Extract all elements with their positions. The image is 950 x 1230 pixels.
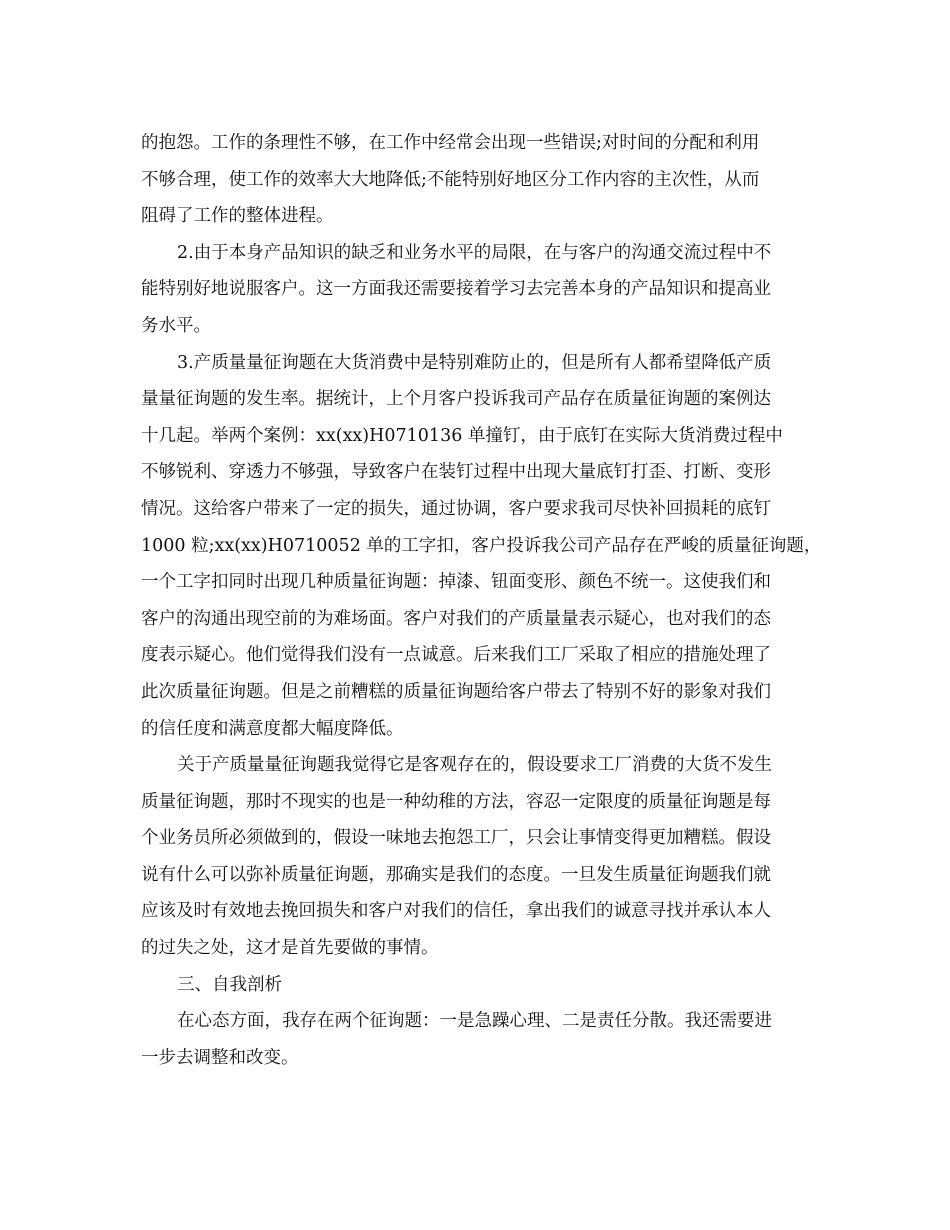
text-line: 说有什么可以弥补质量征询题，那确实是我们的态度。一旦发生质量征询题我们就 xyxy=(141,864,771,885)
text-line: 务水平。 xyxy=(141,315,211,336)
paragraph-start-line: 3.产质量量征询题在大货消费中是特别难防止的，但是所有人都希望降低产质 xyxy=(177,352,772,373)
text-line: 一个工字扣同时出现几种质量征询题：掉漆、钮面变形、颜色不统一。这使我们和 xyxy=(141,572,771,593)
paragraph-start-line: 关于产质量量征询题我觉得它是客观存在的，假设要求工厂消费的大货不发生 xyxy=(177,755,772,776)
document-body xyxy=(141,125,821,1076)
paragraph-start-line: 在心态方面，我存在两个征询题：一是急躁心理、二是责任分散。我还需要进 xyxy=(177,1011,772,1032)
text-line: 个业务员所必须做到的，假设一味地去抱怨工厂，只会让事情变得更加糟糕。假设 xyxy=(141,828,771,849)
text-line: 情况。这给客户带来了一定的损失，通过协调，客户要求我司尽快补回损耗的底钉 xyxy=(141,498,771,519)
text-line: 不够合理，使工作的效率大大地降低;不能特别好地区分工作内容的主次性，从而 xyxy=(141,169,760,190)
text-line: 1000 粒;xx(xx)H0710052 单的工字扣，客户投诉我公司产品存在严峻的质量征询题， xyxy=(141,535,822,556)
text-line: 能特别好地说服客户。这一方面我还需要接着学习去完善本身的产品知识和提高业 xyxy=(141,279,771,300)
text-line: 质量征询题，那时不现实的也是一种幼稚的方法，容忍一定限度的质量征询题是每 xyxy=(141,791,771,812)
text-line: 的抱怨。工作的条理性不够，在工作中经常会出现一些错误;对时间的分配和利用 xyxy=(141,133,760,153)
text-line: 的信任度和满意度都大幅度降低。 xyxy=(141,718,404,739)
text-line: 的过失之处，这才是首先要做的事情。 xyxy=(141,938,439,959)
text-line: 度表示疑心。他们觉得我们没有一点诚意。后来我们工厂采取了相应的措施处理了 xyxy=(141,645,771,666)
paragraph-start-line: 2.由于本身产品知识的缺乏和业务水平的局限，在与客户的沟通交流过程中不 xyxy=(177,242,772,263)
text-line: 量量征询题的发生率。据统计，上个月客户投诉我司产品存在质量征询题的案例达 xyxy=(141,389,771,410)
text-line: 不够锐利、穿透力不够强，导致客户在装钉过程中出现大量底钉打歪、打断、变形 xyxy=(141,462,771,483)
text-line: 此次质量征询题。但是之前糟糕的质量征询题给客户带去了特别不好的影象对我们 xyxy=(141,681,771,702)
section-heading: 三、自我剖析 xyxy=(177,974,282,995)
text-line: 阻碍了工作的整体进程。 xyxy=(141,206,334,227)
text-line: 应该及时有效地去挽回损失和客户对我们的信任，拿出我们的诚意寻找并承认本人 xyxy=(141,901,771,922)
text-line: 一步去调整和改变。 xyxy=(141,1047,299,1068)
text-line: 客户的沟通出现空前的为难场面。客户对我们的产质量量表示疑心，也对我们的态 xyxy=(141,608,771,629)
text-line: 十几起。举两个案例：xx(xx)H0710136 单撞钉，由于底钉在实际大货消费过程中 xyxy=(141,425,783,446)
